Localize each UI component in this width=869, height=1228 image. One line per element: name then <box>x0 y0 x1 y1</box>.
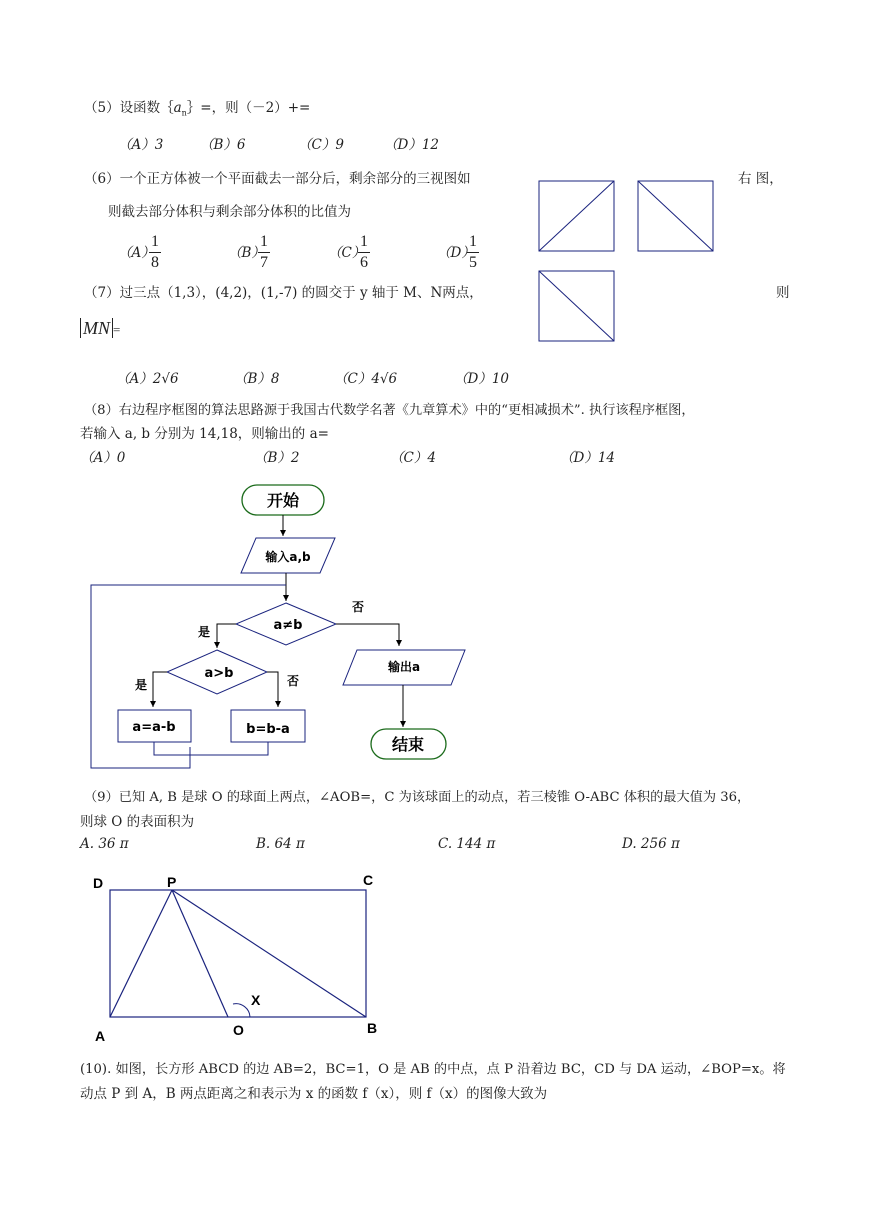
segment-pb <box>172 890 366 1017</box>
q8-option-b: （B）2 <box>254 450 300 466</box>
label-d: D <box>93 875 104 891</box>
segment-po <box>172 890 228 1017</box>
label-o: O <box>233 1022 244 1038</box>
q5-option-d: （D）12 <box>384 137 440 153</box>
q8-option-a: （A）0 <box>80 450 126 466</box>
q5-stem: （5）设函数$\{a_n\}=$，则（－2）+= <box>84 100 311 118</box>
label-x: X <box>251 992 261 1008</box>
q8-option-d: （D）14 <box>560 450 616 466</box>
q7-option-b: （B）8 <box>234 371 280 387</box>
q7-stem-right: 则 <box>776 285 790 301</box>
q10-line1: (10). 如图，长方形 ABCD 的边 AB=2，BC=1，O 是 AB 的中点，点 P 沿着边 BC，CD 与 DA 运动，∠BOP=x。将 <box>80 1062 786 1077</box>
label-p: P <box>167 874 177 890</box>
q6-option-b-letter: （B） <box>228 245 265 261</box>
q7-stem: （7）过三点（1,3），(4,2)，(1,-7) 的圆交于 y 轴于 M、N两点， <box>84 285 483 301</box>
end-label: 结束 <box>391 735 425 754</box>
rectangle-abcd <box>110 890 366 1017</box>
q6-line2: 则截去部分体积与剩余部分体积的比值为 <box>108 204 351 220</box>
q6-option-d-fraction: 1 5 <box>469 233 477 271</box>
q5-option-b: （B）6 <box>200 137 246 153</box>
q6-stem: （6）一个正方体被一个平面截去一部分后，剩余部分的三视图如 <box>84 171 471 187</box>
q8-line1: （8）右边程序框图的算法思路源于我国古代数学名著《九章算术》中的“更相减损术”. 执行该程序框图， <box>84 403 695 418</box>
q10-rectangle-figure <box>110 890 366 1017</box>
cond1-label: a≠b <box>273 618 303 633</box>
q10-line2: 动点 P 到 A，B 两点距离之和表示为 x 的函数 f（x），则 f（x）的图像大致为 <box>80 1086 548 1102</box>
q6-option-c-letter: （C） <box>328 245 366 261</box>
input-label: 输入a,b <box>265 550 311 564</box>
q8-option-c: （C）4 <box>390 450 436 466</box>
assign2-label: b=b-a <box>246 722 290 737</box>
q6-option-a-fraction: 1 8 <box>151 233 159 271</box>
no-label-1: 否 <box>351 600 365 614</box>
no-label-2: 否 <box>286 674 300 688</box>
q5-option-a: （A）3 <box>118 137 164 153</box>
q6-option-d-letter: （D） <box>437 245 475 261</box>
q9-option-d: D. 256 π <box>622 836 680 852</box>
q9-line2: 则球 O 的表面积为 <box>80 814 195 830</box>
q6-option-a-letter: （A） <box>118 245 155 261</box>
start-label: 开始 <box>266 491 300 510</box>
q6-three-views <box>539 181 713 341</box>
q9-line1: （9）已知 A, B 是球 O 的球面上两点，∠AOB=，C 为该球面上的动点，若三棱锥 O-ABC 体积的最大值为 36， <box>84 790 751 805</box>
q10-labels <box>93 872 377 1044</box>
cond2-label: a>b <box>204 666 234 681</box>
q6-option-c-fraction: 1 6 <box>360 233 368 271</box>
assign1-label: a=a-b <box>132 720 176 735</box>
output-label: 输出a <box>387 660 421 674</box>
label-a: A <box>95 1028 106 1044</box>
yes-label-1: 是 <box>197 625 211 639</box>
q9-option-a: A. 36 π <box>80 836 129 852</box>
angle-x-arc <box>233 1004 250 1017</box>
label-b: B <box>367 1020 378 1036</box>
q7-option-c: （C）4√6 <box>334 371 398 387</box>
label-c: C <box>363 872 374 888</box>
q8-line2: 若输入 a, b 分别为 14,18，则输出的 a= <box>80 426 329 442</box>
q6-stem-right: 右 图， <box>738 171 783 187</box>
q7-option-a: （A）2√6 <box>116 371 179 387</box>
q6-option-b-fraction: 1 7 <box>260 233 268 271</box>
segment-pa <box>110 890 172 1017</box>
q9-option-b: B. 64 π <box>256 836 305 852</box>
q9-option-c: C. 144 π <box>438 836 496 852</box>
q7-option-d: （D）10 <box>454 371 510 387</box>
yes-label-2: 是 <box>134 678 148 692</box>
q5-option-c: （C）9 <box>298 137 344 153</box>
q7-mn: MN = <box>80 318 120 340</box>
q8-flowchart <box>91 485 465 768</box>
